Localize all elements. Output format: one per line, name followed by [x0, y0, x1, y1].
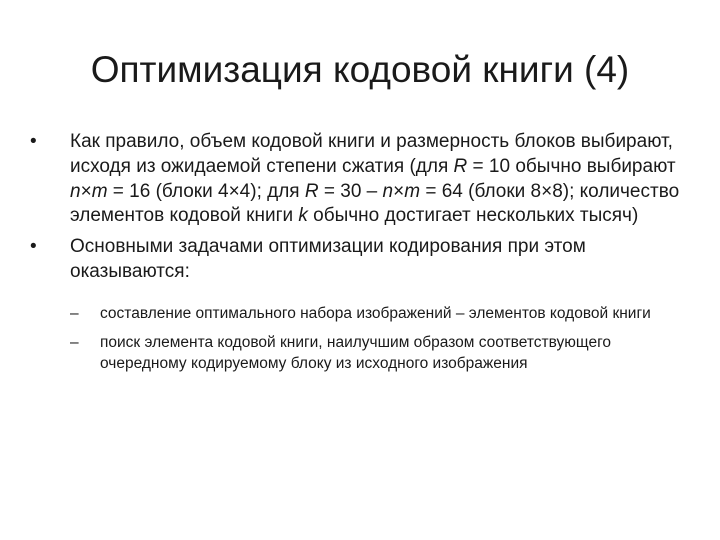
bullet-marker: •	[30, 236, 37, 258]
italic-segment: k	[298, 205, 308, 227]
sub-bullet-item	[70, 332, 698, 374]
dash-marker: –	[70, 304, 79, 322]
sub-bullet-list	[70, 303, 698, 374]
bullet-item	[30, 130, 698, 229]
text-segment: обычно достигает нескольких тысяч)	[307, 205, 639, 227]
bullet-text	[70, 131, 679, 226]
text-segment: = 16 (блоки 4×4); для	[107, 180, 305, 202]
italic-segment: R	[304, 180, 319, 202]
italic-segment: n	[70, 180, 81, 202]
text-segment: ×	[80, 180, 92, 202]
text-segment: Как правило, объем кодовой книги и размерность блоков выбирают, исходя из ожидаемой степени сжатия (для	[70, 131, 673, 177]
bullet-item	[30, 235, 698, 374]
italic-segment: m	[91, 180, 108, 202]
text-segment: = 30 –	[318, 180, 383, 202]
text-segment: = 64 (блоки 8×8); количество элементов кодовой книги	[70, 180, 680, 227]
bullet-list	[30, 130, 698, 382]
sub-bullet-text: составление оптимального набора изображений – элементов кодовой книги	[100, 304, 651, 322]
slide-title: Оптимизация кодовой книги (4)	[90, 49, 630, 90]
sub-bullet-text: поиск элемента кодовой книги, наилучшим образом соответствующего очередному кодируемому блоку из исходного изображения	[100, 333, 612, 372]
dash-marker: –	[70, 333, 79, 351]
text-segment: ×	[393, 180, 405, 202]
italic-segment: R	[453, 155, 468, 177]
bullet-text: Основными задачами оптимизации кодирования при этом оказываются:	[70, 236, 586, 282]
sub-bullet-item	[70, 303, 698, 324]
bullet-marker: •	[30, 131, 37, 152]
italic-segment: m	[404, 180, 421, 202]
text-segment: = 10 обычно выбирают	[467, 155, 676, 177]
italic-segment: n	[382, 180, 394, 202]
